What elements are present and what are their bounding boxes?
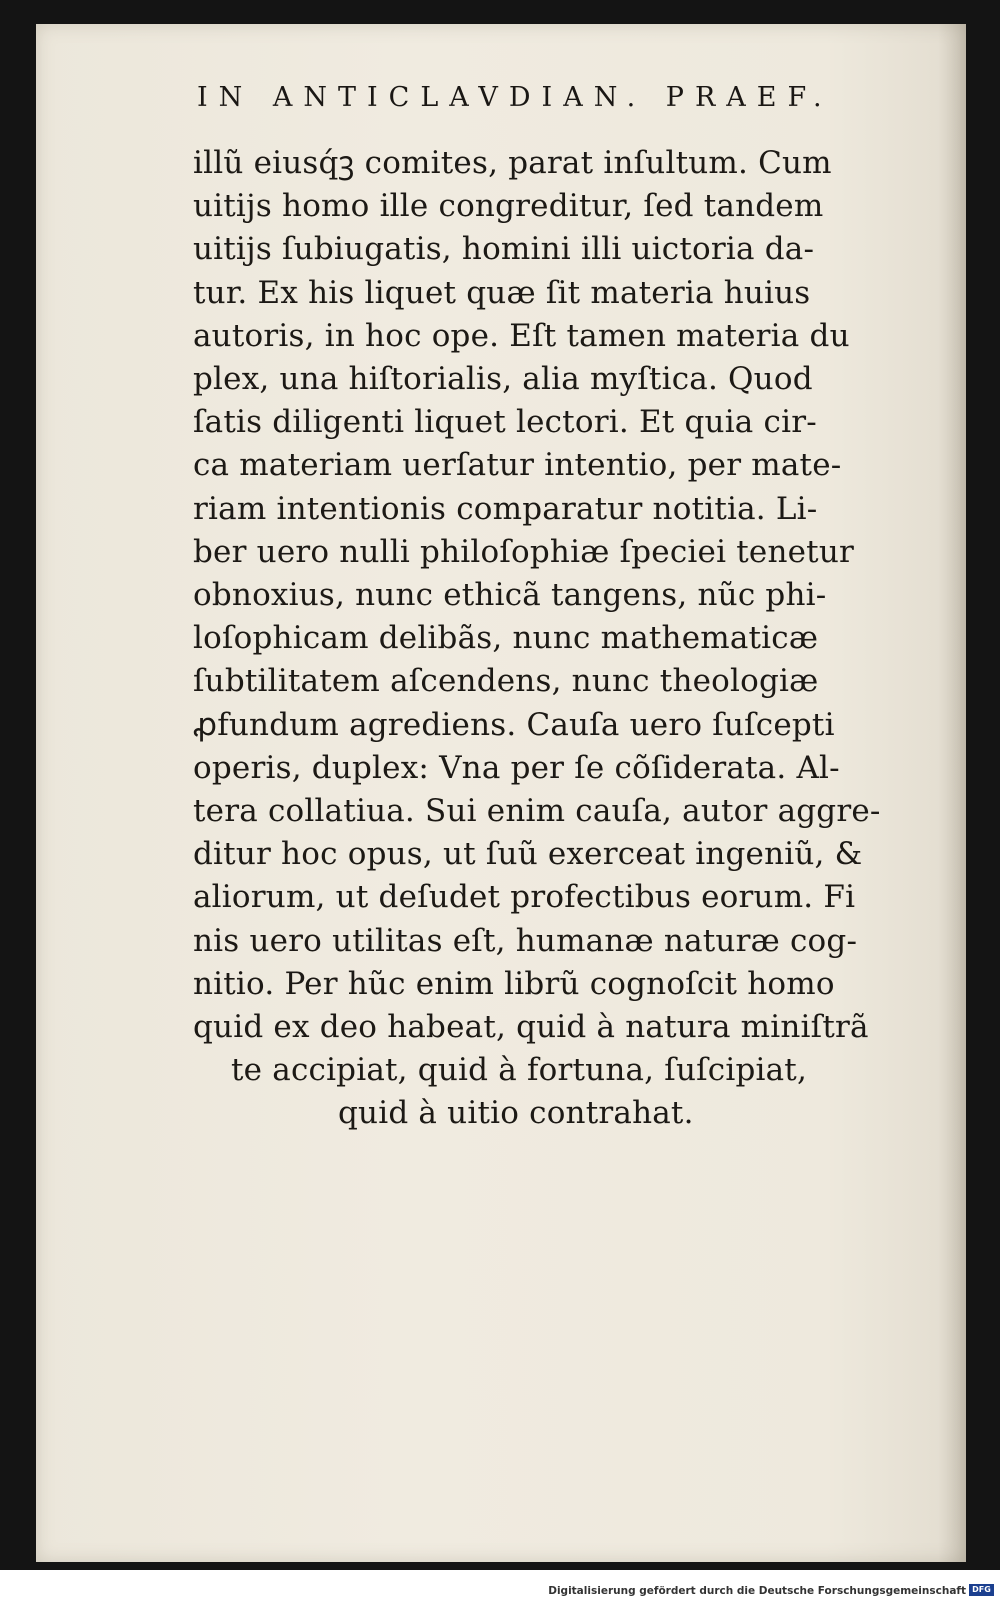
dfg-logo: DFG: [969, 1584, 994, 1596]
text-line: quid à uitio contrahat.: [338, 1095, 694, 1132]
text-line: uitijs homo ille congreditur, ſed tandem: [193, 188, 824, 225]
text-line: aliorum, ut deſudet profectibus eorum. Fi: [193, 879, 856, 916]
text-line: quid ex deo habeat, quid à natura miniſtrã: [193, 1009, 869, 1046]
text-line: riam intentionis comparatur notitia. Li-: [193, 490, 818, 527]
text-line: operis, duplex: Vna per ſe cõſiderata. Al-: [193, 749, 840, 786]
text-line: ꝓfundum agrediens. Cauſa uero ſuſcepti: [193, 706, 835, 743]
text-line: ſatis diligenti liquet lectori. Et quia cir-: [193, 404, 817, 441]
text-line: nitio. Per hũc enim librũ cognoſcit homo: [193, 965, 835, 1002]
text-line: ca materiam uerſatur intentio, per mate-: [193, 447, 842, 484]
text-line: te accipiat, quid à fortuna, ſuſcipiat,: [231, 1052, 808, 1089]
text-line: autoris, in hoc ope. Eſt tamen materia du: [193, 317, 850, 354]
text-line: nis uero utilitas eſt, humanæ naturæ cog-: [193, 922, 858, 959]
text-line: ditur hoc opus, ut ſuũ exerceat ingeniũ, &: [193, 836, 863, 873]
page-edge-shadow: [938, 24, 966, 1562]
text-line: tur. Ex his liquet quæ ſit materia huius: [193, 274, 811, 311]
running-head: IN ANTICLAVDIAN. PRAEF.: [197, 82, 833, 113]
text-line: loſophicam delibãs, nunc mathematicæ: [193, 620, 819, 657]
text-line: ber uero nulli philoſophiæ ſpeciei tenetur: [193, 533, 855, 570]
text-line: obnoxius, nunc ethicã tangens, nũc phi-: [193, 577, 827, 614]
text-line: illũ eiusq́ꝫ comites, parat inſultum. Cum: [193, 145, 832, 181]
text-line: uitijs ſubiugatis, homini illi uictoria da-: [193, 231, 815, 268]
text-line: ſubtilitatem aſcendens, nunc theologiæ: [193, 663, 819, 700]
body-text: [193, 142, 893, 1136]
text-line: plex, una hiſtorialis, alia myſtica. Quod: [193, 361, 813, 398]
text-line: tera collatiua. Sui enim cauſa, autor aggre-: [193, 793, 881, 830]
funding-credit: Digitalisierung gefördert durch die Deutsche Forschungsgemeinschaft: [548, 1585, 966, 1597]
